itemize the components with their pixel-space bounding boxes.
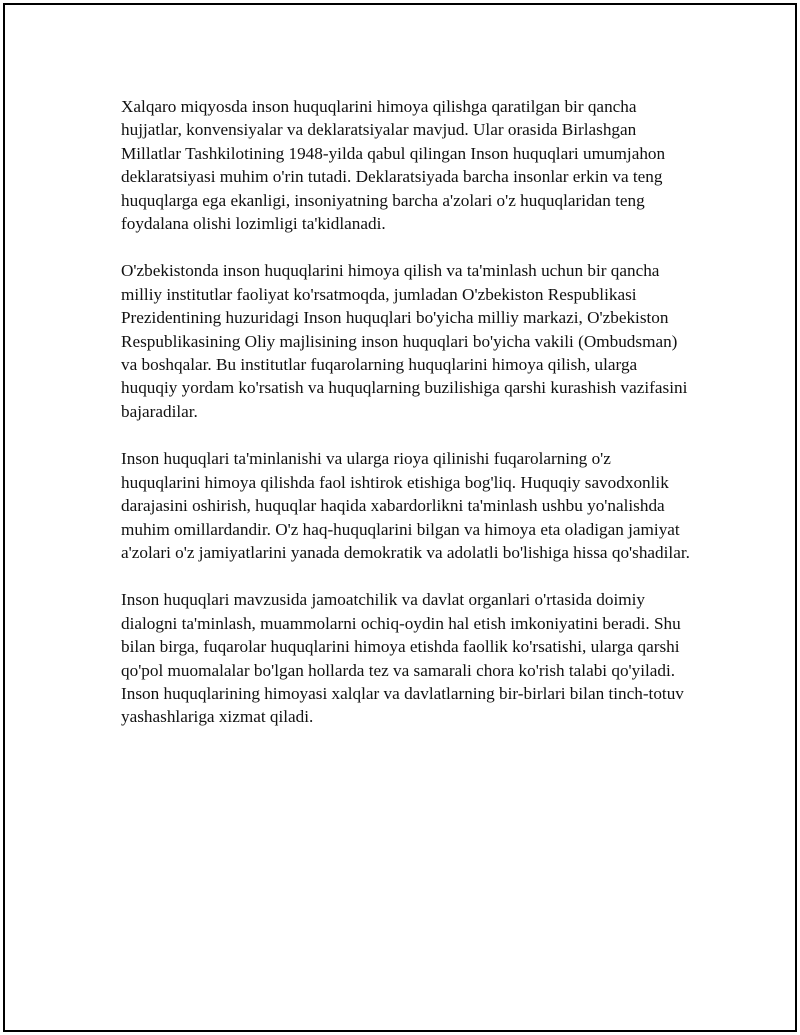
paragraph-2: O'zbekistonda inson huquqlarini himoya qilish va ta'minlash uchun bir qancha milliy institutlar faoliyat ko'rsatmoqda, jumladan O'zbekiston Respublikasi Prezidentining huzuridagi Inson huquqlari bo'yicha milliy markazi, O'zbekiston Respublikasining Oliy majlisining inson huquqlari bo'yicha vakili (Ombudsman) va boshqalar. Bu institutlar fuqarolarning huquqlarini himoya qilish, ularga huquqiy yordam ko'rsatish va huquqlarning buzilishiga qarshi kurashish vazifasini bajaradilar. (121, 261, 688, 421)
paragraph-4: Inson huquqlari mavzusida jamoatchilik va davlat organlari o'rtasida doimiy dialogni ta'minlash, muammolarni ochiq-oydin hal etish imkoniyatini beradi. Shu bilan birga, fuqarolar huquqlarini himoya etishda faollik ko'rsatishi, ularga qarshi qo'pol muomalalar bo'lgan hollarda tez va samarali chora ko'rish talabi qo'yiladi. Inson huquqlarining himoyasi xalqlar va davlatlarning bir-birlari bilan tinch-totuv yashashlariga xizmat qiladi. (121, 590, 684, 727)
document-body (121, 95, 691, 753)
paragraph-3: Inson huquqlari ta'minlanishi va ularga rioya qilinishi fuqarolarning o'z huquqlarini himoya qilishda faol ishtirok etishiga bog'liq. Huquqiy savodxonlik darajasini oshirish, huquqlar haqida xabardorlikni ta'minlash ushbu yo'nalishda muhim omillardandir. O'z haq-huquqlarini bilgan va himoya eta oladigan jamiyat a'zolari o'z jamiyatlarini yanada demokratik va adolatli bo'lishiga hissa qo'shadilar. (121, 449, 690, 562)
page-frame (3, 3, 797, 1032)
paragraph-1: Xalqaro miqyosda inson huquqlarini himoya qilishga qaratilgan bir qancha hujjatlar, konvensiyalar va deklaratsiyalar mavjud. Ular orasida Birlashgan Millatlar Tashkilotining 1948-yilda qabul qilingan Inson huquqlari umumjahon deklaratsiyasi muhim o'rin tutadi. Deklaratsiyada barcha insonlar erkin va teng huquqlarga ega ekanligi, insoniyatning barcha a'zolari o'z huquqlaridan teng foydalana olishi lozimligi ta'kidlanadi. (121, 97, 666, 234)
